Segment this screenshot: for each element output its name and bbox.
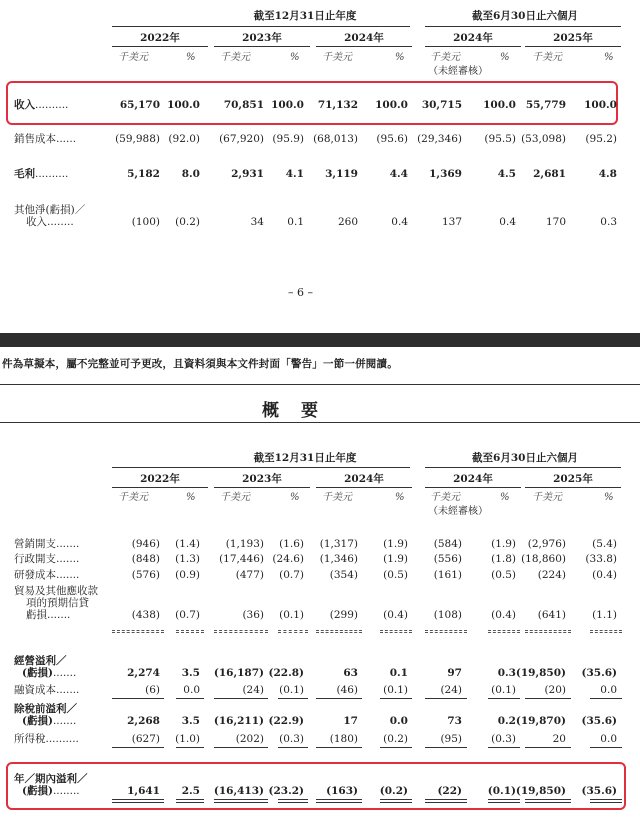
percent-cell: (0.3) — [279, 733, 304, 745]
unit-pct: % — [604, 492, 614, 503]
period-header-hy: 截至6月30日止六個月 — [472, 452, 578, 464]
unit-pct: % — [290, 52, 300, 63]
leader-dots: ....... — [56, 684, 80, 696]
section-title: 概要 — [262, 401, 340, 421]
table-rule — [176, 698, 204, 699]
year-header: 2022年 — [140, 32, 180, 44]
percent-cell: (1.9) — [491, 538, 516, 550]
leader-dots: ....... — [47, 609, 71, 621]
table-rule — [278, 698, 308, 699]
table-rule — [112, 630, 164, 633]
amount-cell: 260 — [337, 216, 358, 228]
percent-cell: 0.0 — [600, 733, 617, 745]
leader-dots: ....... — [56, 569, 80, 581]
year-header: 2025年 — [553, 32, 593, 44]
page-divider — [0, 333, 640, 347]
amount-cell: (1,193) — [225, 538, 264, 550]
amount-cell: (576) — [131, 569, 160, 581]
percent-cell: 2.5 — [181, 785, 200, 797]
percent-cell: 100.0 — [584, 99, 617, 111]
row-label: 收入.......... — [14, 99, 69, 111]
unit-pct: % — [290, 492, 300, 503]
percent-cell: (1.9) — [383, 553, 408, 565]
percent-cell: (0.4) — [491, 609, 516, 621]
percent-cell: 0.0 — [389, 715, 408, 727]
percent-cell: (95.6) — [376, 133, 408, 145]
unit-pct: % — [395, 52, 405, 63]
amount-cell: (46) — [336, 684, 358, 696]
amount-cell: 30,715 — [421, 99, 462, 111]
unaudited-note: （未經審核） — [428, 506, 488, 517]
year-header: 2022年 — [140, 473, 180, 485]
table-rule — [488, 799, 520, 803]
table-rule — [316, 698, 362, 699]
percent-cell: 0.1 — [389, 667, 408, 679]
amount-cell: (848) — [131, 553, 160, 565]
table-rule — [278, 799, 308, 803]
amount-cell: 3,119 — [325, 168, 358, 180]
table-rule — [112, 747, 164, 748]
percent-cell: 0.4 — [499, 216, 516, 228]
amount-cell: 70,851 — [223, 99, 264, 111]
year-header: 2024年 — [453, 473, 493, 485]
amount-cell: (202) — [235, 733, 264, 745]
table-rule — [176, 747, 204, 748]
percent-cell: (0.2) — [383, 733, 408, 745]
unit-pct: % — [500, 492, 510, 503]
table-rule — [380, 698, 412, 699]
amount-cell: (36) — [242, 609, 264, 621]
leader-dots: .......... — [35, 99, 69, 111]
draft-warning: 件為草擬本，屬不完整並可予更改，且資料須與本文件封面「警告」一節一併閱讀。 — [2, 358, 398, 370]
amount-cell: (100) — [131, 216, 160, 228]
percent-cell: 100.0 — [167, 99, 200, 111]
leader-dots: ........ — [52, 785, 80, 797]
percent-cell: 4.8 — [598, 168, 617, 180]
period-header-fy: 截至12月31日止年度 — [253, 452, 357, 464]
percent-cell: (0.7) — [279, 569, 304, 581]
percent-cell: (33.8) — [585, 553, 617, 565]
percent-cell: (35.6) — [581, 667, 617, 679]
percent-cell: (35.6) — [581, 715, 617, 727]
amount-cell: 17 — [343, 715, 358, 727]
percent-cell: (0.1) — [279, 684, 304, 696]
amount-cell: 5,182 — [127, 168, 160, 180]
amount-cell: 137 — [441, 216, 462, 228]
percent-cell: 0.2 — [497, 715, 516, 727]
amount-cell: (17,446) — [219, 553, 264, 565]
year-header: 2024年 — [344, 32, 384, 44]
percent-cell: (35.6) — [581, 785, 617, 797]
table-rule — [214, 799, 268, 803]
table-rule — [380, 630, 412, 633]
unit-amount: 千美元 — [532, 52, 562, 63]
percent-cell: 100.0 — [271, 99, 304, 111]
percent-cell: (0.5) — [491, 569, 516, 581]
row-label: 虧損....... — [26, 609, 71, 621]
table-rule — [176, 799, 204, 803]
amount-cell: (161) — [433, 569, 462, 581]
row-label: 其他淨(虧損)／ — [14, 204, 86, 216]
amount-cell: (24) — [440, 684, 462, 696]
year-header: 2024年 — [344, 473, 384, 485]
table-rule — [214, 747, 268, 748]
percent-cell: 0.1 — [287, 216, 304, 228]
table-rule — [278, 630, 308, 633]
percent-cell: 4.1 — [285, 168, 304, 180]
amount-cell: (16,211) — [213, 715, 264, 727]
amount-cell: (19,870) — [515, 715, 566, 727]
amount-cell: 55,779 — [525, 99, 566, 111]
row-label: 銷售成本...... — [14, 133, 77, 145]
amount-cell: 97 — [447, 667, 462, 679]
amount-cell: (108) — [433, 609, 462, 621]
table-rule — [525, 799, 571, 803]
percent-cell: 100.0 — [375, 99, 408, 111]
period-header-hy: 截至6月30日止六個月 — [472, 10, 578, 22]
row-label: 所得稅.......... — [14, 733, 79, 745]
table-rule — [525, 747, 571, 748]
unit-amount: 千美元 — [220, 492, 250, 503]
percent-cell: 4.4 — [389, 168, 408, 180]
percent-cell: (23.2) — [268, 785, 304, 797]
unit-pct: % — [500, 52, 510, 63]
unit-pct: % — [604, 52, 614, 63]
percent-cell: (0.2) — [379, 785, 408, 797]
unit-amount: 千美元 — [430, 492, 460, 503]
row-label: 項的預期信貸 — [26, 597, 89, 609]
row-label: 融資成本....... — [14, 684, 80, 696]
table-rule — [316, 630, 362, 633]
table-rule — [590, 698, 622, 699]
table-rule — [590, 630, 622, 633]
leader-dots: ........ — [47, 216, 74, 228]
amount-cell: (20) — [544, 684, 566, 696]
percent-cell: (24.6) — [272, 553, 304, 565]
row-label: 經營溢利／ — [14, 655, 67, 667]
percent-cell: (0.1) — [491, 684, 516, 696]
amount-cell: (477) — [235, 569, 264, 581]
amount-cell: (18,860) — [521, 553, 566, 565]
amount-cell: (19,850) — [515, 667, 566, 679]
amount-cell: (627) — [131, 733, 160, 745]
amount-cell: (2,976) — [527, 538, 566, 550]
amount-cell: (67,920) — [219, 133, 264, 145]
table-rule — [590, 747, 622, 748]
row-label: (虧損)........ — [22, 785, 80, 797]
amount-cell: (68,013) — [313, 133, 358, 145]
table-rule — [278, 747, 308, 748]
percent-cell: (22.9) — [268, 715, 304, 727]
percent-cell: 3.5 — [181, 667, 200, 679]
amount-cell: (1,317) — [319, 538, 358, 550]
percent-cell: 0.3 — [497, 667, 516, 679]
percent-cell: (1.1) — [592, 609, 617, 621]
percent-cell: (1.9) — [383, 538, 408, 550]
amount-cell: (6) — [145, 684, 160, 696]
amount-cell: (29,346) — [417, 133, 462, 145]
unit-amount: 千美元 — [118, 492, 148, 503]
table-rule — [488, 630, 520, 633]
percent-cell: (92.0) — [168, 133, 200, 145]
row-label: 毛利.......... — [14, 168, 69, 180]
unaudited-note: （未經審核） — [428, 66, 488, 77]
percent-cell: (1.4) — [175, 538, 200, 550]
percent-cell: (22.8) — [268, 667, 304, 679]
row-label: 除稅前溢利／ — [14, 703, 77, 715]
table-rule — [590, 799, 622, 803]
row-label: 研發成本....... — [14, 569, 80, 581]
row-label: 營銷開支....... — [14, 538, 80, 550]
table-rule — [214, 630, 268, 633]
percent-cell: (0.1) — [487, 785, 516, 797]
percent-cell: (95.5) — [484, 133, 516, 145]
leader-dots: ....... — [56, 538, 80, 550]
unit-amount: 千美元 — [430, 52, 460, 63]
percent-cell: (95.2) — [585, 133, 617, 145]
table-rule — [425, 799, 467, 803]
row-label: 行政開支....... — [14, 553, 80, 565]
table-rule — [214, 698, 268, 699]
leader-dots: ...... — [56, 133, 77, 145]
leader-dots: ....... — [52, 715, 77, 727]
table-rule — [176, 630, 204, 633]
amount-cell: (641) — [537, 609, 566, 621]
row-label: 收入........ — [26, 216, 74, 228]
table-rule — [488, 747, 520, 748]
percent-cell: (0.5) — [383, 569, 408, 581]
amount-cell: 34 — [250, 216, 264, 228]
percent-cell: (0.4) — [383, 609, 408, 621]
unit-amount: 千美元 — [322, 52, 352, 63]
amount-cell: (95) — [440, 733, 462, 745]
table-rule — [380, 747, 412, 748]
unit-amount: 千美元 — [322, 492, 352, 503]
amount-cell: 170 — [545, 216, 566, 228]
table-rule — [525, 630, 571, 633]
table-rule — [425, 698, 467, 699]
amount-cell: 2,268 — [127, 715, 160, 727]
percent-cell: 100.0 — [483, 99, 516, 111]
amount-cell: 73 — [447, 715, 462, 727]
amount-cell: (16,413) — [213, 785, 264, 797]
table-rule — [316, 747, 362, 748]
amount-cell: (22) — [437, 785, 462, 797]
amount-cell: (24) — [242, 684, 264, 696]
amount-cell: (556) — [433, 553, 462, 565]
percent-cell: (0.4) — [592, 569, 617, 581]
percent-cell: (0.7) — [175, 609, 200, 621]
unit-pct: % — [186, 492, 196, 503]
amount-cell: (19,850) — [515, 785, 566, 797]
row-label: (虧損)....... — [22, 667, 77, 679]
percent-cell: 0.0 — [183, 684, 200, 696]
percent-cell: (0.9) — [175, 569, 200, 581]
amount-cell: 71,132 — [317, 99, 358, 111]
percent-cell: (95.9) — [272, 133, 304, 145]
percent-cell: 8.0 — [181, 168, 200, 180]
table-rule — [316, 799, 362, 803]
amount-cell: (438) — [131, 609, 160, 621]
unit-pct: % — [186, 52, 196, 63]
year-header: 2025年 — [553, 473, 593, 485]
leader-dots: ....... — [52, 667, 77, 679]
amount-cell: (163) — [326, 785, 358, 797]
amount-cell: (946) — [131, 538, 160, 550]
amount-cell: 2,931 — [231, 168, 264, 180]
table-rule — [488, 698, 520, 699]
percent-cell: (1.6) — [279, 538, 304, 550]
row-label: (虧損)....... — [22, 715, 77, 727]
leader-dots: .......... — [45, 733, 79, 745]
table-rule — [425, 747, 467, 748]
percent-cell: (5.4) — [592, 538, 617, 550]
amount-cell: 65,170 — [119, 99, 160, 111]
period-header-fy: 截至12月31日止年度 — [253, 10, 357, 22]
percent-cell: (0.1) — [383, 684, 408, 696]
amount-cell: (16,187) — [213, 667, 264, 679]
amount-cell: (224) — [537, 569, 566, 581]
percent-cell: (1.0) — [175, 733, 200, 745]
table-rule — [525, 698, 571, 699]
year-header: 2023年 — [242, 32, 282, 44]
leader-dots: .......... — [35, 168, 69, 180]
amount-cell: 63 — [343, 667, 358, 679]
amount-cell: (584) — [433, 538, 462, 550]
amount-cell: 1,641 — [127, 785, 160, 797]
percent-cell: (0.2) — [175, 216, 200, 228]
percent-cell: (1.8) — [491, 553, 516, 565]
row-label: 年／期內溢利／ — [14, 773, 88, 785]
amount-cell: (299) — [329, 609, 358, 621]
amount-cell: 20 — [552, 733, 566, 745]
percent-cell: (0.1) — [279, 609, 304, 621]
table-rule — [112, 698, 164, 699]
amount-cell: (180) — [329, 733, 358, 745]
row-label: 貿易及其他應收款 — [14, 585, 98, 597]
percent-cell: 0.3 — [600, 216, 617, 228]
percent-cell: (1.3) — [175, 553, 200, 565]
unit-amount: 千美元 — [220, 52, 250, 63]
year-header: 2024年 — [453, 32, 493, 44]
year-header: 2023年 — [242, 473, 282, 485]
page-number: – 6 – — [288, 286, 313, 299]
amount-cell: (59,988) — [115, 133, 160, 145]
unit-amount: 千美元 — [532, 492, 562, 503]
unit-pct: % — [395, 492, 405, 503]
amount-cell: (1,346) — [319, 553, 358, 565]
amount-cell: 1,369 — [429, 168, 462, 180]
table-rule — [380, 799, 412, 803]
percent-cell: 3.5 — [181, 715, 200, 727]
percent-cell: (0.3) — [491, 733, 516, 745]
percent-cell: 0.0 — [600, 684, 617, 696]
amount-cell: (53,098) — [521, 133, 566, 145]
percent-cell: 4.5 — [497, 168, 516, 180]
amount-cell: 2,681 — [533, 168, 566, 180]
amount-cell: 2,274 — [127, 667, 160, 679]
amount-cell: (354) — [329, 569, 358, 581]
table-rule — [112, 799, 164, 803]
table-rule — [425, 630, 467, 633]
leader-dots: ....... — [56, 553, 80, 565]
unit-amount: 千美元 — [118, 52, 148, 63]
percent-cell: 0.4 — [391, 216, 408, 228]
